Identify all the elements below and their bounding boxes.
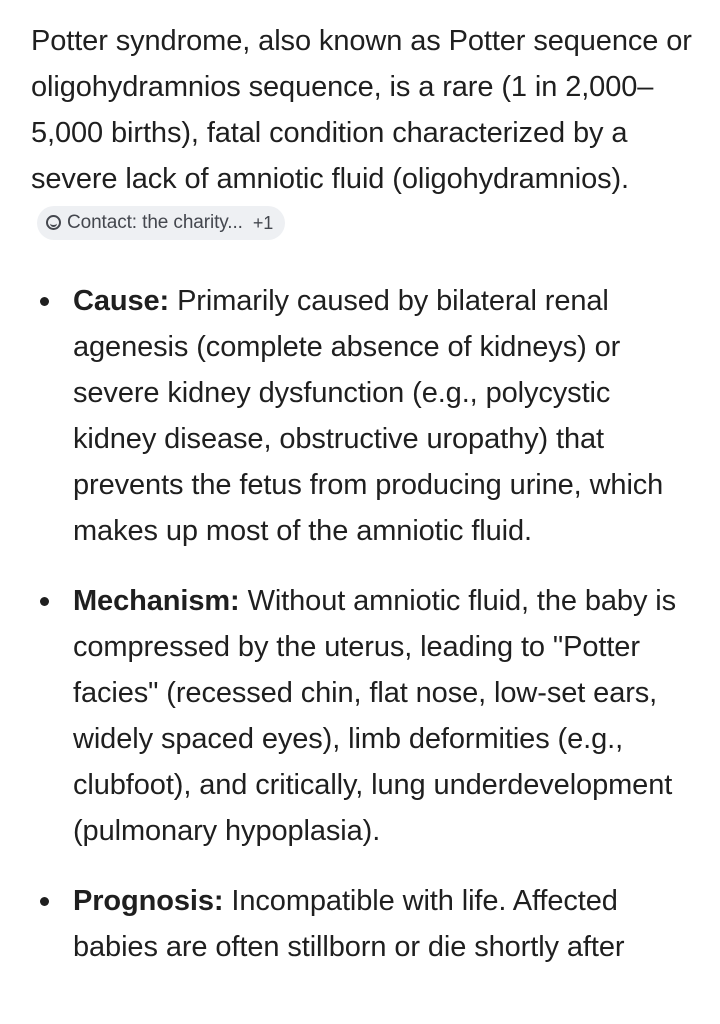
list-item-prognosis (31, 878, 701, 970)
list-item-cause (31, 278, 701, 554)
intro-text: Potter syndrome, also known as Potter sequence or oligohydramnios sequence, is a rare (1 in 2,000–5,000 births), fatal condition characterized by a severe lack of amniotic fluid (oligohydramnios). (31, 25, 692, 195)
list-item-text: Primarily caused by bilateral renal agenesis (complete absence of kidneys) or severe kidney dysfunction (e.g., polycystic kidney disease, obstructive uropathy) that prevents the fetus from producing urine, which makes up most of the amniotic fluid. (73, 285, 664, 547)
smiley-icon (46, 215, 61, 230)
list-item-text: Incompatible with life. Affected babies are often stillborn or die shortly after (73, 885, 625, 963)
source-chip-count: +1 (252, 212, 274, 233)
list-item-term: Cause: (73, 285, 170, 317)
source-chip[interactable] (37, 206, 285, 240)
list-item-text: Without amniotic fluid, the baby is compressed by the uterus, leading to "Potter facies" (recessed chin, flat nose, low-set ears, widely spaced eyes), limb deformities (e.g., clubfoot), and critically, lung underdevelopment (pulmonary hypoplasia). (73, 585, 677, 847)
list-item-mechanism (31, 578, 701, 854)
response-content (31, 18, 701, 970)
list-item-term: Prognosis: (73, 885, 224, 917)
intro-paragraph (31, 18, 701, 248)
list-item-term: Mechanism: (73, 585, 240, 617)
bullet-list (31, 278, 701, 970)
source-chip-label: Contact: the charity... (67, 211, 243, 233)
